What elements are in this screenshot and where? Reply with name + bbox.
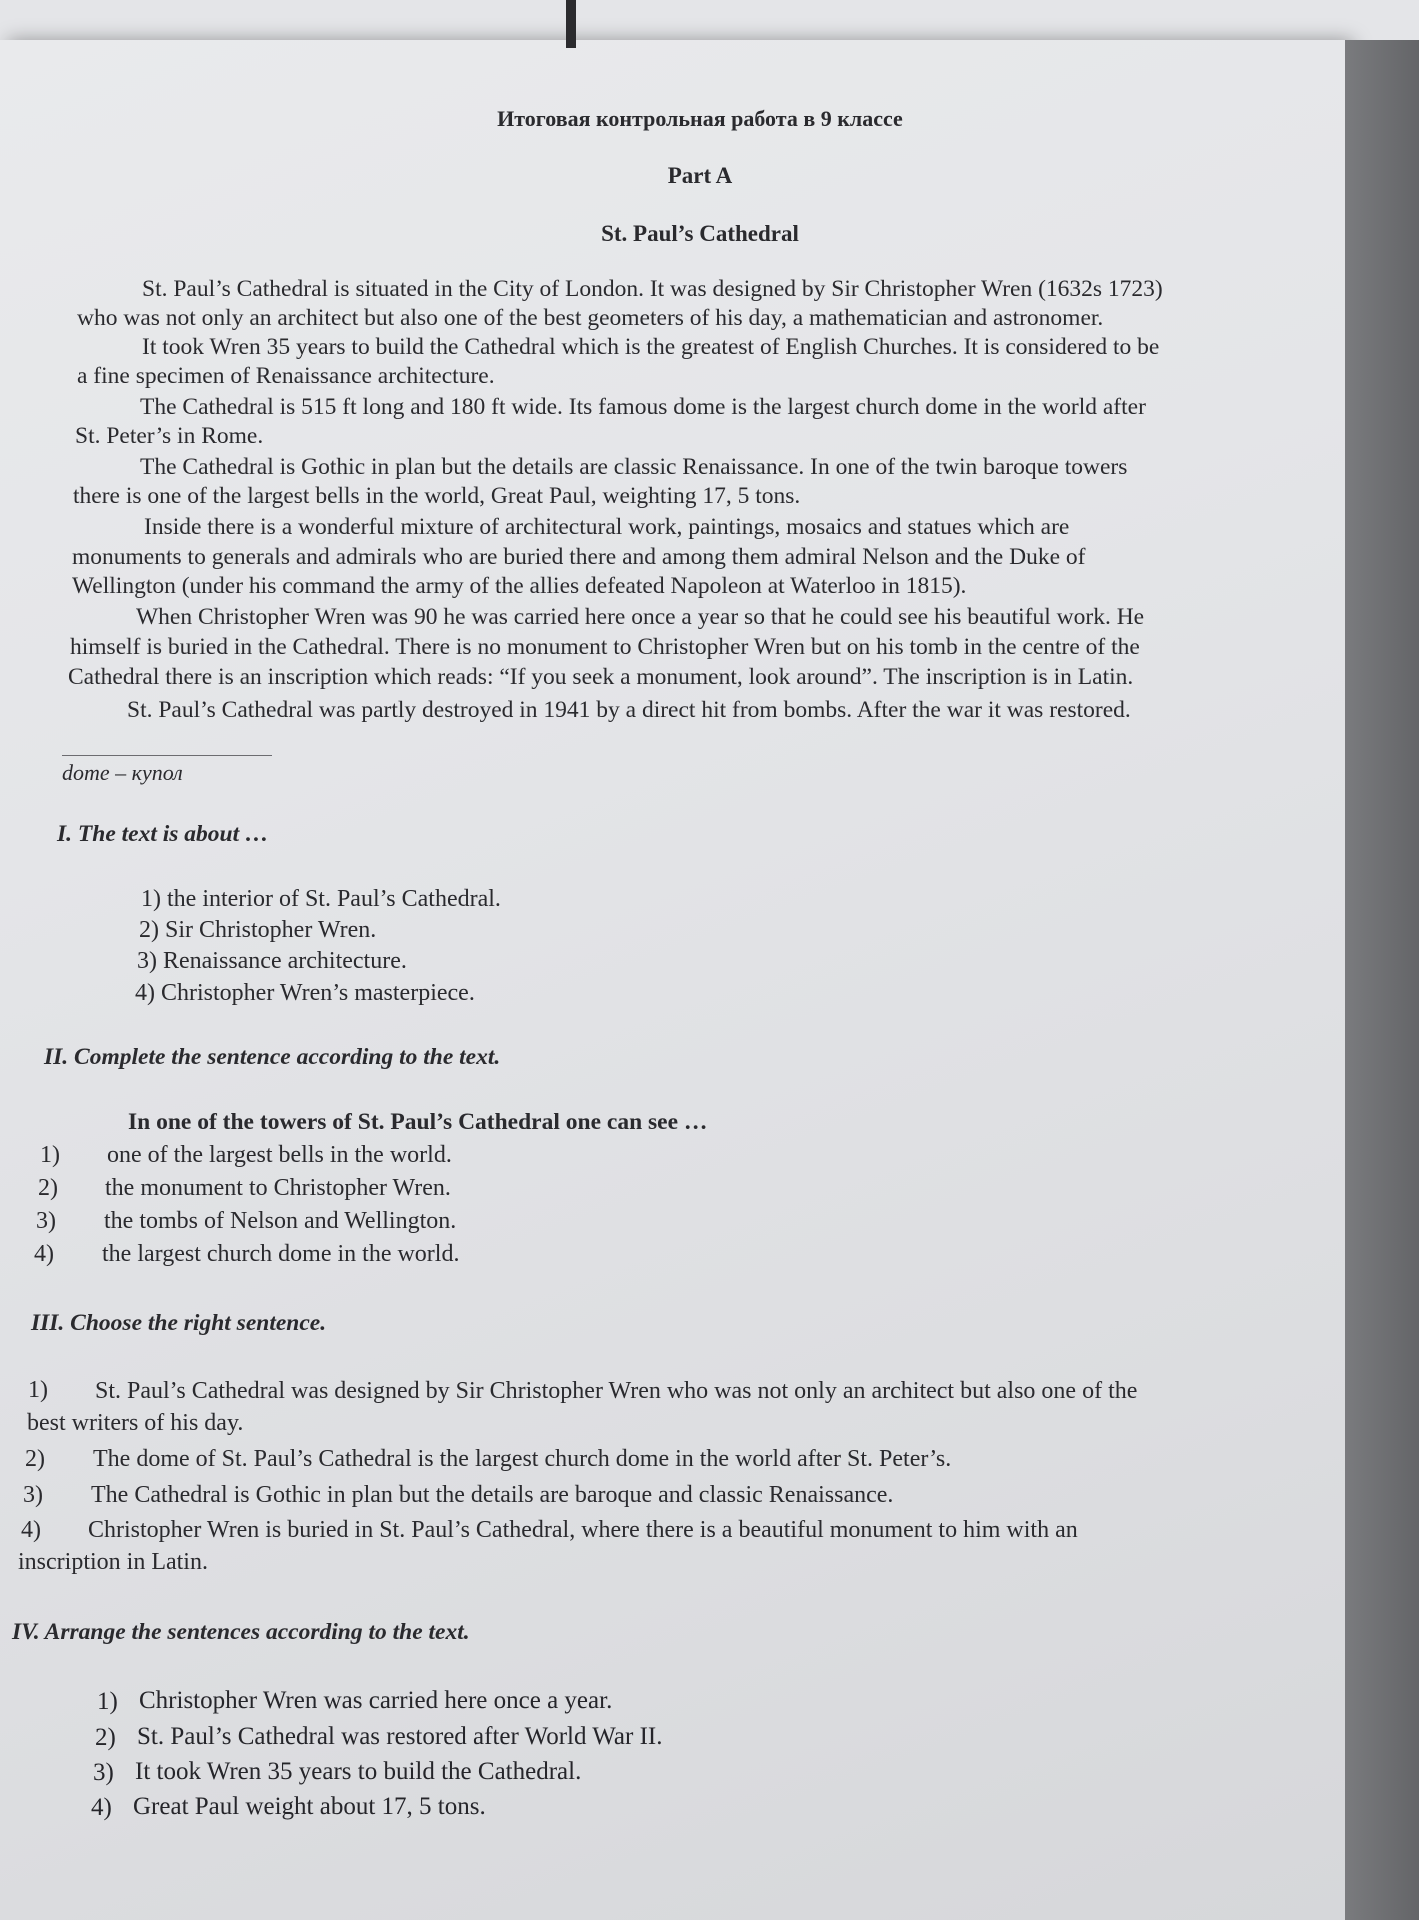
section-4-number-1: 1) bbox=[97, 1688, 118, 1715]
section-2-number-4: 4) bbox=[34, 1241, 54, 1267]
section-1-option-1: 1) the interior of St. Paul’s Cathedral. bbox=[141, 886, 501, 912]
passage-line-11: Wellington (under his command the army of the allies defeated Napoleon at Waterloo in 1815). bbox=[72, 573, 967, 599]
section-2-option-2: the monument to Christopher Wren. bbox=[105, 1175, 451, 1201]
section-3-number-4: 4) bbox=[21, 1517, 41, 1543]
section-1-heading: I. The text is about … bbox=[57, 821, 269, 847]
section-3-number-2: 2) bbox=[25, 1446, 45, 1472]
passage-line-8: there is one of the largest bells in the world, Great Paul, weighting 17, 5 tons. bbox=[73, 483, 801, 509]
vocabulary-gloss: dome – купол bbox=[62, 760, 183, 785]
section-4-number-2: 2) bbox=[95, 1724, 116, 1751]
footnote-rule bbox=[62, 755, 272, 756]
passage-line-5: The Cathedral is 515 ft long and 180 ft wide. Its famous dome is the largest church dome in the world after bbox=[140, 394, 1146, 420]
section-3-option-3: The Cathedral is Gothic in plan but the details are baroque and classic Renaissance. bbox=[91, 1482, 894, 1508]
section-4-number-3: 3) bbox=[93, 1759, 114, 1786]
passage-line-12: When Christopher Wren was 90 he was carried here once a year so that he could see his beautiful work. He bbox=[136, 604, 1145, 630]
passage-line-4: a fine specimen of Renaissance architecture. bbox=[77, 363, 495, 389]
section-2-option-3: the tombs of Nelson and Wellington. bbox=[104, 1208, 457, 1234]
section-3-option-1-line-1: St. Paul’s Cathedral was designed by Sir Christopher Wren who was not only an architect but also one of the bbox=[95, 1378, 1138, 1404]
section-1-option-4: 4) Christopher Wren’s masterpiece. bbox=[135, 980, 475, 1006]
section-2-option-1: one of the largest bells in the world. bbox=[107, 1142, 452, 1168]
section-2-option-4: the largest church dome in the world. bbox=[102, 1241, 460, 1267]
section-4-heading: IV. Arrange the sentences according to the text. bbox=[12, 1619, 470, 1645]
section-3-option-2: The dome of St. Paul’s Cathedral is the largest church dome in the world after St. Peter’s. bbox=[93, 1446, 952, 1472]
part-heading: Part A bbox=[667, 163, 733, 188]
section-3-option-4-line-1: Christopher Wren is buried in St. Paul’s Cathedral, where there is a beautiful monument to him with an bbox=[88, 1517, 1078, 1543]
passage-line-1: St. Paul’s Cathedral is situated in the City of London. It was designed by Sir Christopher Wren (1632s 1723) bbox=[142, 276, 1163, 302]
passage-line-7: The Cathedral is Gothic in plan but the details are classic Renaissance. In one of the twin baroque towers bbox=[140, 454, 1128, 480]
section-3-number-1: 1) bbox=[28, 1377, 48, 1403]
section-4-option-4: Great Paul weight about 17, 5 tons. bbox=[133, 1793, 486, 1820]
section-3-option-4-line-2: inscription in Latin. bbox=[18, 1549, 208, 1575]
section-3-heading: III. Choose the right sentence. bbox=[31, 1310, 327, 1336]
section-4-option-2: St. Paul’s Cathedral was restored after World War II. bbox=[137, 1723, 663, 1750]
passage-line-2: who was not only an architect but also one of the best geometers of his day, a mathematician and astronomer. bbox=[77, 305, 1104, 331]
section-4-number-4: 4) bbox=[91, 1794, 112, 1821]
section-2-number-1: 1) bbox=[40, 1142, 60, 1168]
section-3-option-1-line-2: best writers of his day. bbox=[27, 1410, 244, 1436]
passage-line-14: Cathedral there is an inscription which reads: “If you seek a monument, look around”. The inscription is in Latin. bbox=[68, 664, 1134, 690]
top-background bbox=[0, 0, 1419, 40]
passage-line-13: himself is buried in the Cathedral. There is no monument to Christopher Wren but on his tomb in the centre of the bbox=[70, 634, 1140, 660]
section-4-option-3: It took Wren 35 years to build the Cathedral. bbox=[135, 1758, 582, 1785]
table-background bbox=[1345, 40, 1419, 1920]
passage-line-6: St. Peter’s in Rome. bbox=[75, 423, 264, 449]
section-4-option-1: Christopher Wren was carried here once a year. bbox=[139, 1687, 613, 1714]
section-2-stem: In one of the towers of St. Paul’s Cathedral one can see … bbox=[128, 1109, 708, 1135]
document-title: Итоговая контрольная работа в 9 классе bbox=[497, 106, 903, 131]
section-2-number-3: 3) bbox=[36, 1208, 56, 1234]
passage-line-3: It took Wren 35 years to build the Cathedral which is the greatest of English Churches. It is considered to be bbox=[142, 334, 1160, 360]
passage-line-10: monuments to generals and admirals who are buried there and among them admiral Nelson and the Duke of bbox=[72, 544, 1086, 570]
binder-clip-edge bbox=[566, 0, 576, 48]
text-title: St. Paul’s Cathedral bbox=[601, 221, 799, 246]
passage-line-15: St. Paul’s Cathedral was partly destroyed in 1941 by a direct hit from bombs. After the war it was restored. bbox=[127, 697, 1131, 723]
passage-line-9: Inside there is a wonderful mixture of architectural work, paintings, mosaics and statues which are bbox=[144, 514, 1070, 540]
section-1-option-3: 3) Renaissance architecture. bbox=[137, 948, 407, 974]
section-2-heading: II. Complete the sentence according to the text. bbox=[44, 1044, 501, 1070]
section-2-number-2: 2) bbox=[38, 1175, 58, 1201]
section-1-option-2: 2) Sir Christopher Wren. bbox=[139, 917, 377, 943]
section-3-number-3: 3) bbox=[23, 1482, 43, 1508]
